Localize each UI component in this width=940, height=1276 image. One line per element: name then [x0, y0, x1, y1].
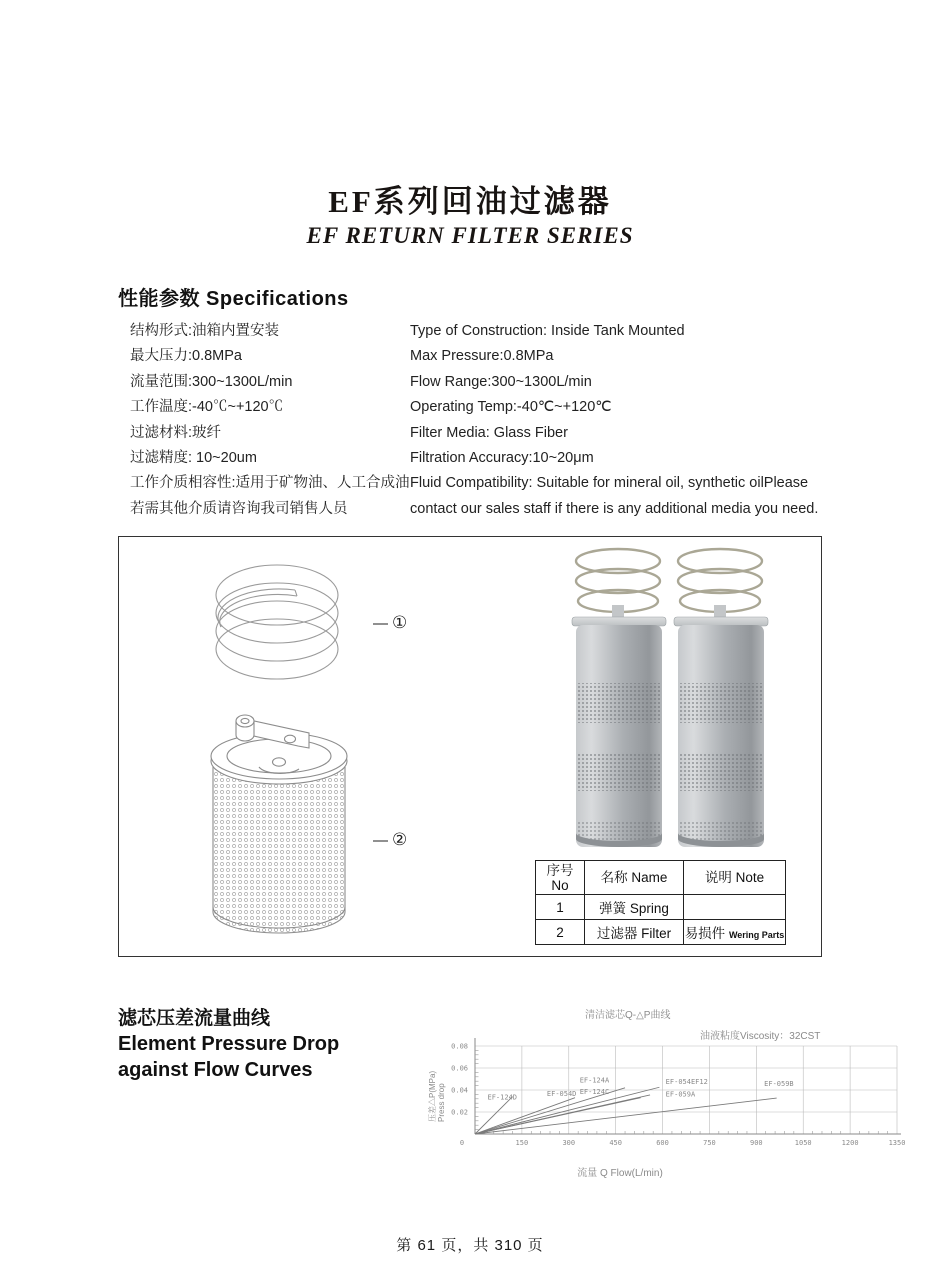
svg-text:EF-054D: EF-054D — [546, 1090, 577, 1099]
spec-line: 工作温度:-40℃~+120℃ — [130, 399, 284, 416]
spec-line: 流量范围:300~1300L/min — [130, 373, 293, 390]
svg-text:1350: 1350 — [888, 1139, 906, 1147]
header-no: 序号 No — [536, 861, 585, 895]
page-title-chinese: EF系列回油过滤器 — [328, 184, 612, 219]
spec-line: 结构形式:油箱内置安装 — [130, 323, 280, 339]
spec-line: contact our sales staff if there is any additional media you need. — [410, 500, 819, 517]
svg-text:EF-124D: EF-124D — [487, 1093, 518, 1102]
spec-list-chinese — [130, 319, 410, 522]
curves-heading-chinese: 滤芯压差流量曲线 — [118, 1008, 271, 1029]
header-note: 说明 Note — [684, 861, 786, 895]
svg-text:EF-124C: EF-124C — [579, 1087, 610, 1096]
cell-note: 易损件 Wering Parts — [684, 920, 786, 945]
left-cartridge — [572, 549, 666, 847]
table-row — [536, 920, 786, 945]
svg-text:0.06: 0.06 — [451, 1064, 468, 1073]
chart-viscosity-note: 油液粘度Viscosity：32CST — [700, 1031, 821, 1042]
svg-text:EF-054EF12: EF-054EF12 — [665, 1077, 708, 1086]
svg-text:750: 750 — [703, 1139, 716, 1147]
cell-note — [684, 895, 786, 920]
svg-text:EF-124A: EF-124A — [579, 1076, 610, 1085]
parts-table-header-row — [536, 861, 786, 895]
parts-table — [535, 860, 786, 945]
svg-text:0: 0 — [459, 1139, 465, 1147]
spec-line: Type of Construction: Inside Tank Mounted — [410, 323, 685, 339]
specifications-heading: 性能参数 Specifications — [118, 288, 349, 310]
title-block — [0, 176, 940, 249]
callout-2 — [373, 830, 411, 850]
spec-line: 过滤精度: 10~20um — [130, 449, 257, 466]
svg-text:900: 900 — [750, 1139, 763, 1147]
spec-line: Max Pressure:0.8MPa — [410, 348, 554, 365]
svg-text:EF-059A: EF-059A — [665, 1090, 696, 1099]
page-title-english: EF RETURN FILTER SERIES — [306, 223, 634, 248]
svg-text:1050: 1050 — [794, 1139, 812, 1147]
figure-box — [118, 536, 822, 957]
curves-heading-english-1: Element Pressure Drop — [118, 1033, 340, 1055]
spec-line: Operating Temp:-40℃~+120℃ — [410, 399, 612, 416]
svg-text:600: 600 — [656, 1139, 669, 1147]
spec-line: Filter Media: Glass Fiber — [410, 424, 568, 441]
cell-no: 1 — [536, 895, 585, 920]
spec-line: 工作介质相容性:适用于矿物油、人工合成油 — [130, 475, 410, 492]
cell-no: 2 — [536, 920, 585, 945]
spec-line: 最大压力:0.8MPa — [130, 348, 242, 365]
svg-text:450: 450 — [609, 1139, 622, 1147]
svg-text:0.04: 0.04 — [451, 1086, 468, 1095]
callout-number: ② — [392, 830, 412, 849]
cell-name: 弹簧 Spring — [585, 895, 684, 920]
spec-list-english — [410, 319, 818, 522]
right-cartridge — [674, 549, 768, 847]
spec-line: Fluid Compatibility: Suitable for mineral oil, synthetic oilPlease — [410, 475, 809, 492]
filter-element-line-drawing — [195, 687, 363, 949]
cell-name: 过滤器 Filter — [585, 920, 684, 945]
svg-text:0.08: 0.08 — [451, 1042, 468, 1051]
spec-line: Flow Range:300~1300L/min — [410, 373, 592, 390]
svg-text:300: 300 — [562, 1139, 576, 1147]
chart-x-axis-label: 流量 Q Flow(L/min) — [577, 1168, 663, 1179]
callout-number: ① — [392, 613, 412, 632]
spring-line-drawing — [201, 553, 353, 699]
table-row — [536, 895, 786, 920]
callout-1 — [373, 613, 411, 633]
pressure-drop-chart — [420, 998, 940, 1198]
svg-text:1200: 1200 — [841, 1139, 859, 1147]
svg-text:150: 150 — [515, 1139, 529, 1147]
curves-section-heading — [118, 1006, 339, 1083]
spec-line: Filtration Accuracy:10~20μm — [410, 449, 594, 466]
curves-heading-english-2: against Flow Curves — [118, 1059, 313, 1081]
chart-title: 清洁滤芯Q-△P曲线 — [585, 1010, 671, 1021]
chart-y-axis-label: 压差△P(MPa) Press drop — [428, 1070, 446, 1122]
spec-line: 若需其他介质请咨询我司销售人员 — [130, 500, 348, 517]
callout-dash: — — [373, 832, 392, 849]
filter-cartridge-photo — [569, 545, 771, 857]
page-number-footer: 第 61 页，共 310 页 — [396, 1237, 544, 1254]
header-name: 名称 Name — [585, 861, 684, 895]
svg-text:EF-059B: EF-059B — [764, 1080, 794, 1089]
callout-dash: — — [373, 615, 392, 632]
svg-text:0.02: 0.02 — [451, 1108, 468, 1117]
spec-line: 过滤材料:玻纤 — [130, 424, 222, 441]
